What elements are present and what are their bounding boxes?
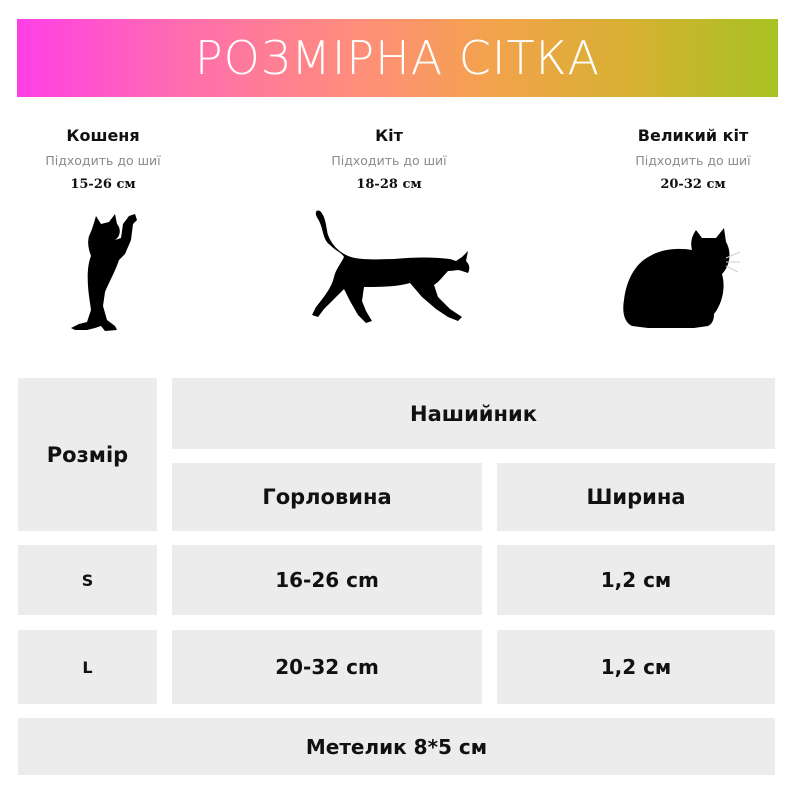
cat-fit-note: Підходить до шиї [331, 153, 447, 168]
table-row-width-cell [497, 630, 775, 704]
fluffy-cat-silhouette-icon [618, 218, 744, 333]
width-header-cell [497, 463, 775, 531]
width-value: 1,2 см [600, 655, 672, 679]
cat-neck-range: 18-28 см [356, 177, 422, 192]
cat-name: Кіт [375, 126, 403, 145]
cat-neck-range: 15-26 см [70, 177, 136, 192]
table-row-size-cell [18, 545, 157, 615]
table-row-size-cell [18, 630, 157, 704]
cat-fit-note: Підходить до шиї [45, 153, 161, 168]
cat-name: Кошеня [66, 126, 140, 145]
walking-cat-silhouette-icon [306, 205, 482, 327]
title-banner [17, 19, 778, 97]
neck-header: Горловина [262, 485, 392, 509]
neck-value: 20-32 cm [275, 655, 379, 679]
page-title: РОЗМІРНА СІТКА [194, 31, 601, 85]
cat-column-large-cat [608, 122, 778, 198]
width-header: Ширина [586, 485, 686, 509]
neck-value: 16-26 cm [275, 568, 379, 592]
width-value: 1,2 см [600, 568, 672, 592]
bow-size-footer: Метелик 8*5 см [305, 734, 488, 759]
table-row-neck-cell [172, 545, 482, 615]
size-header-cell [18, 378, 157, 531]
size-value: L [82, 657, 93, 677]
cat-column-cat [314, 122, 464, 198]
kitten-silhouette-icon [65, 210, 145, 335]
table-row-neck-cell [172, 630, 482, 704]
cat-column-kitten [28, 122, 178, 198]
cat-fit-note: Підходить до шиї [635, 153, 751, 168]
neck-header-cell [172, 463, 482, 531]
collar-header-cell [172, 378, 775, 449]
collar-header: Нашийник [410, 401, 537, 426]
cat-neck-range: 20-32 см [660, 177, 726, 192]
size-value: S [81, 570, 94, 590]
cat-name: Великий кіт [637, 126, 749, 145]
table-row-width-cell [497, 545, 775, 615]
size-header: Розмір [46, 442, 129, 467]
bow-size-footer-cell [18, 718, 775, 775]
